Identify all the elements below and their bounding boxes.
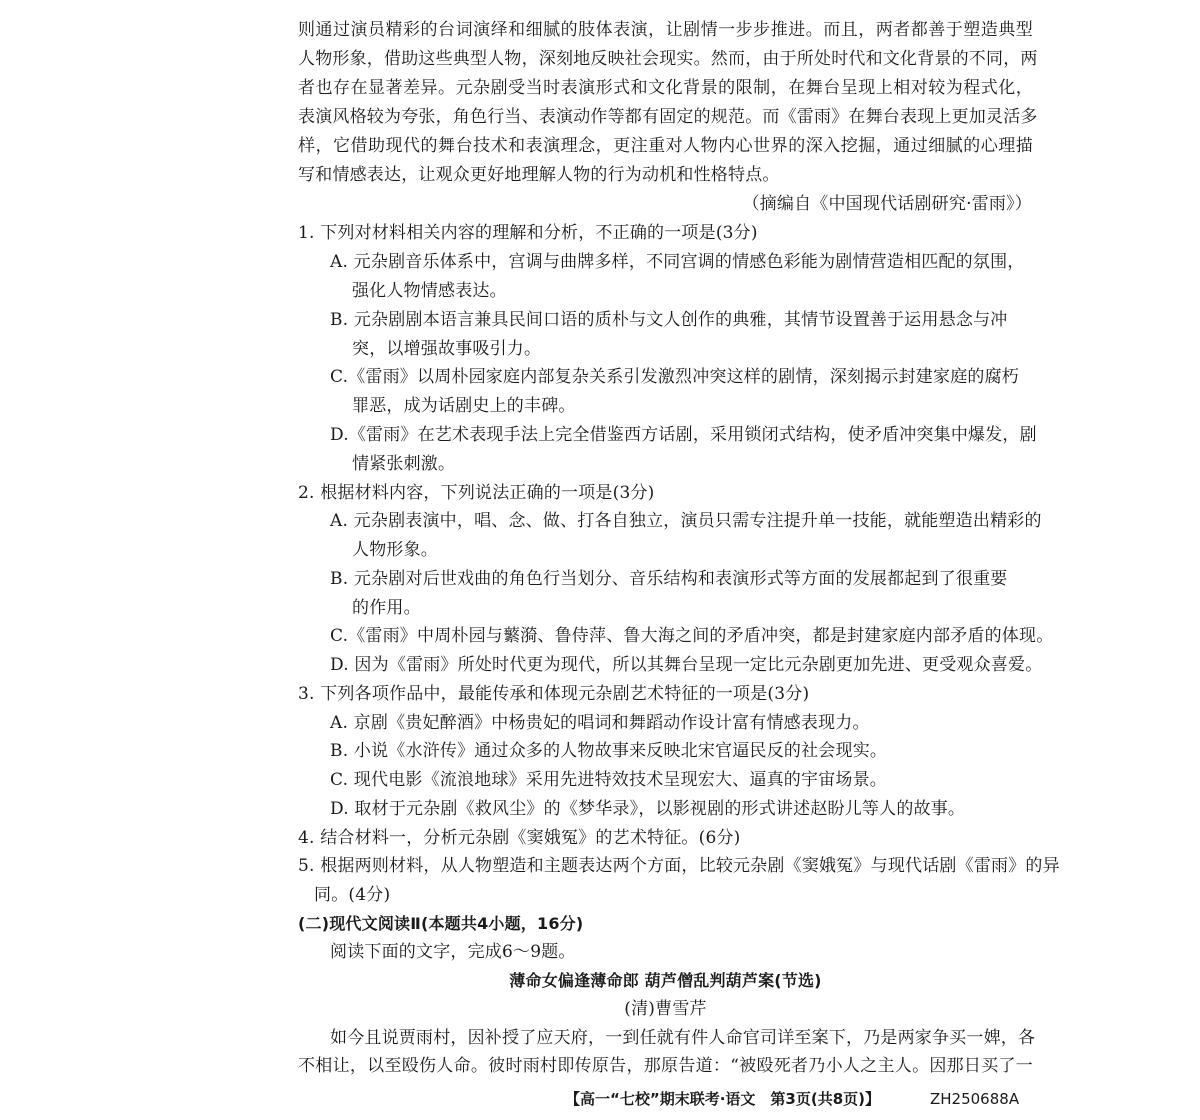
question-1-option-c-cont: 罪恶，成为话剧史上的丰碑。	[352, 396, 576, 416]
question-1-stem: 1. 下列对材料相关内容的理解和分析，不正确的一项是(3分)	[298, 223, 758, 243]
question-4-stem: 4. 结合材料一，分析元杂剧《窦娥冤》的艺术特征。(6分)	[298, 828, 741, 848]
reading-author: (清)曹雪芹	[624, 999, 707, 1019]
passage-line-1: 则通过演员精彩的台词演绎和细腻的肢体表演，让剧情一步步推进。而且，两者都善于塑造典型	[298, 20, 1033, 40]
question-1-option-b: B. 元杂剧剧本语言兼具民间口语的质朴与文人创作的典雅，其情节设置善于运用悬念与冲	[330, 310, 1008, 330]
question-2-option-a-cont: 人物形象。	[352, 540, 438, 560]
question-3-stem: 3. 下列各项作品中，最能传承和体现元杂剧艺术特征的一项是(3分)	[298, 684, 810, 704]
question-3-option-a: A. 京剧《贵妃醉酒》中杨贵妃的唱词和舞蹈动作设计富有情感表现力。	[330, 713, 870, 733]
section-heading: (二)现代文阅读Ⅱ(本题共4小题，16分)	[298, 914, 584, 933]
question-1-option-d-cont: 情紧张刺激。	[352, 454, 456, 474]
question-1-option-a: A. 元杂剧音乐体系中，宫调与曲牌多样，不同宫调的情感色彩能为剧情营造相匹配的氛围，	[330, 252, 1025, 272]
question-1-option-a-cont: 强化人物情感表达。	[352, 281, 507, 301]
question-2-option-a: A. 元杂剧表演中，唱、念、做、打各自独立，演员只需专注提升单一技能，就能塑造出精彩的	[330, 511, 1042, 531]
passage-line-6: 写和情感表达，让观众更好地理解人物的行为动机和性格特点。	[298, 165, 780, 185]
question-2-option-b-cont: 的作用。	[352, 598, 421, 618]
question-2-option-d: D. 因为《雷雨》所处时代更为现代，所以其舞台呈现一定比元杂剧更加先进、更受观众喜爱。	[330, 655, 1043, 675]
page-footer: 【高一“七校”期末联考·语文 第3页(共8页)】	[565, 1090, 881, 1108]
question-5-stem: 5. 根据两则材料，从人物塑造和主题表达两个方面，比较元杂剧《窦娥冤》与现代话剧《雷雨》的异	[298, 856, 1060, 876]
question-3-option-d: D. 取材于元杂剧《救风尘》的《梦华录》，以影视剧的形式讲述赵盼儿等人的故事。	[330, 799, 966, 819]
question-2-option-b: B. 元杂剧对后世戏曲的角色行当划分、音乐结构和表演形式等方面的发展都起到了很重要	[330, 569, 1008, 589]
question-1-option-b-cont: 突，以增强故事吸引力。	[352, 339, 542, 359]
question-2-stem: 2. 根据材料内容，下列说法正确的一项是(3分)	[298, 483, 655, 503]
question-2-option-c: C.《雷雨》中周朴园与蘩漪、鲁侍萍、鲁大海之间的矛盾冲突，都是封建家庭内部矛盾的体现。	[330, 626, 1054, 646]
question-3-option-c: C. 现代电影《流浪地球》采用先进特效技术呈现宏大、逼真的宇宙场景。	[330, 770, 888, 790]
reading-title: 薄命女偏逢薄命郎 葫芦僧乱判葫芦案(节选)	[509, 971, 822, 990]
passage-line-3: 者也存在显著差异。元杂剧受当时表演形式和文化背景的限制，在舞台呈现上相对较为程式化，	[298, 78, 1033, 98]
question-1-option-c: C.《雷雨》以周朴园家庭内部复杂关系引发激烈冲突这样的剧情，深刻揭示封建家庭的腐朽	[330, 367, 1020, 387]
question-1-option-d: D.《雷雨》在艺术表现手法上完全借鉴西方话剧，采用锁闭式结构，使矛盾冲突集中爆发，剧	[330, 425, 1037, 445]
exam-code: ZH250688A	[930, 1090, 1020, 1108]
passage-line-4: 表演风格较为夸张，角色行当、表演动作等都有固定的规范。而《雷雨》在舞台表现上更加灵活多	[298, 107, 1038, 127]
reading-text-line-2: 不相让，以至殴伤人命。彼时雨村即传原告，那原告道：“被殴死者乃小人之主人。因那日买了一	[298, 1056, 1033, 1076]
passage-line-5: 样，它借助现代的舞台技术和表演理念，更注重对人物内心世界的深入挖掘，通过细腻的心理描	[298, 136, 1033, 156]
reading-text-line-1: 如今且说贾雨村，因补授了应天府，一到任就有件人命官司详至案下，乃是两家争买一婢，各	[330, 1028, 1036, 1048]
passage-line-2: 人物形象，借助这些典型人物，深刻地反映社会现实。然而，由于所处时代和文化背景的不同，两	[298, 49, 1038, 69]
section-instruction: 阅读下面的文字，完成6～9题。	[330, 942, 576, 962]
question-5-stem-cont: 同。(4分)	[314, 885, 391, 905]
question-3-option-b: B. 小说《水浒传》通过众多的人物故事来反映北宋官逼民反的社会现实。	[330, 741, 888, 761]
passage-source: （摘编自《中国现代话剧研究·雷雨》）	[742, 194, 1032, 214]
